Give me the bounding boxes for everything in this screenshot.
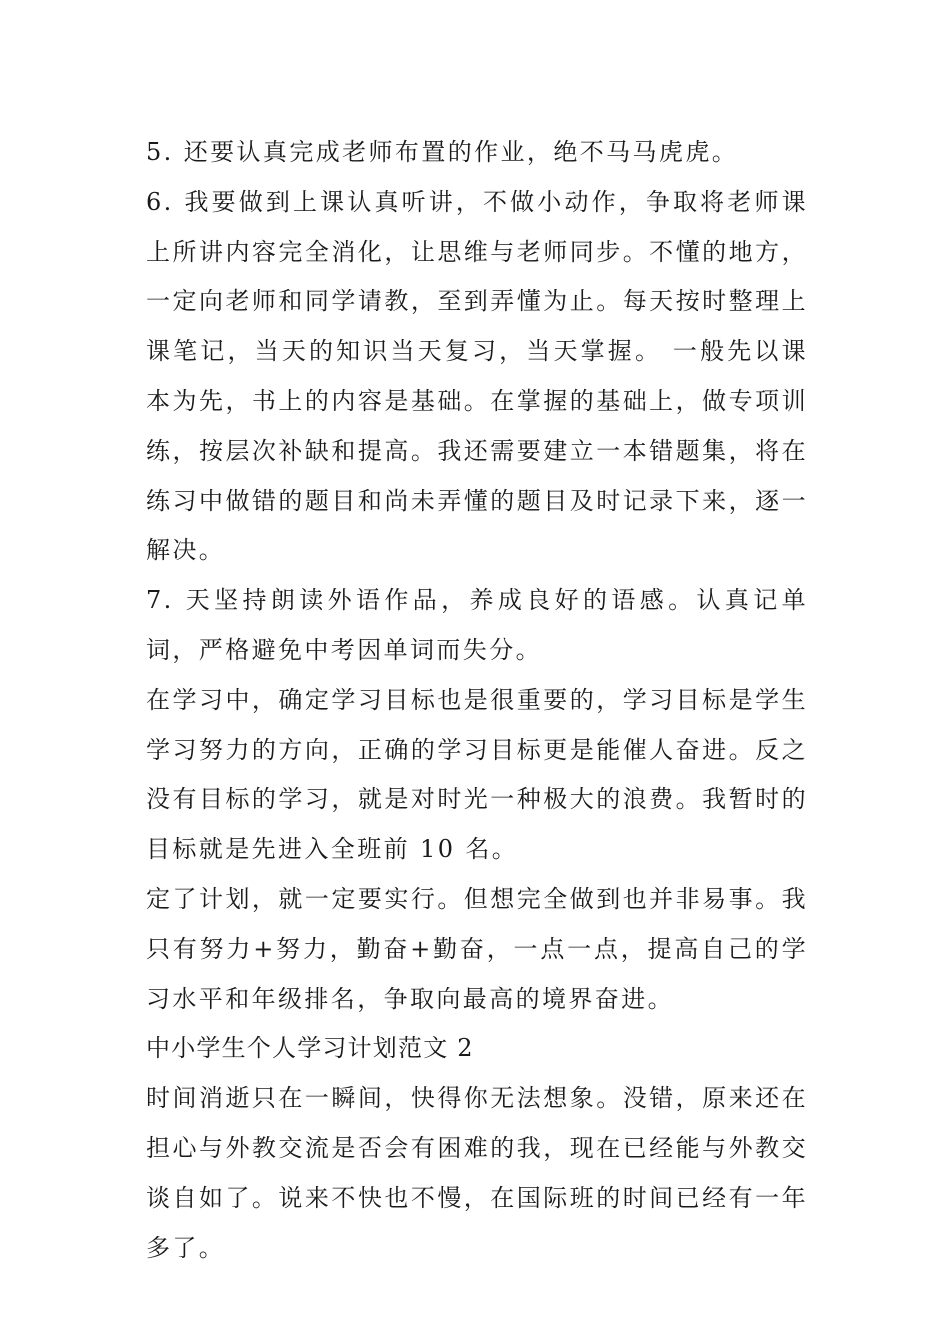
document-body	[146, 128, 808, 1273]
section-heading: 中小学生个人学习计划范文 2	[146, 1034, 474, 1063]
paragraph-item-7: 7. 天坚持朗读外语作品，养成良好的语感。认真记单词，严格避免中考因单词而失分。	[146, 586, 808, 664]
paragraph-learning-goal: 在学习中，确定学习目标也是很重要的，学习目标是学生学习努力的方向，正确的学习目标更是能催人奋进。反之没有目标的学习，就是对时光一种极大的浪费。我暂时的目标就是先进入全班前 10 名。	[146, 685, 808, 864]
paragraph-item-5: 5. 还要认真完成老师布置的作业，绝不马马虎虎。	[146, 138, 739, 166]
paragraph-item-6: 6. 我要做到上课认真听讲，不做小动作，争取将老师课上所讲内容完全消化，让思维与老师同步。不懂的地方，一定向老师和同学请教，至到弄懂为止。每天按时整理上课笔记，当天的知识当天复习，当天掌握。 一般先以课本为先，书上的内容是基础。在掌握的基础上，做专项训练，按层次补缺和提高。我还需要建立一本错题集，将在练习中做错的题目和尚未弄懂的题目及时记录下来，逐一解决。	[146, 187, 808, 565]
paragraph-intro: 时间消逝只在一瞬间，快得你无法想象。没错，原来还在担心与外教交流是否会有困难的我，现在已经能与外教交谈自如了。说来不快也不慢，在国际班的时间已经有一年多了。	[146, 1084, 808, 1262]
paragraph-execution: 定了计划，就一定要实行。但想完全做到也并非易事。我只有努力+努力，勤奋+勤奋，一点一点，提高自己的学习水平和年级排名，争取向最高的境界奋进。	[146, 884, 808, 1013]
